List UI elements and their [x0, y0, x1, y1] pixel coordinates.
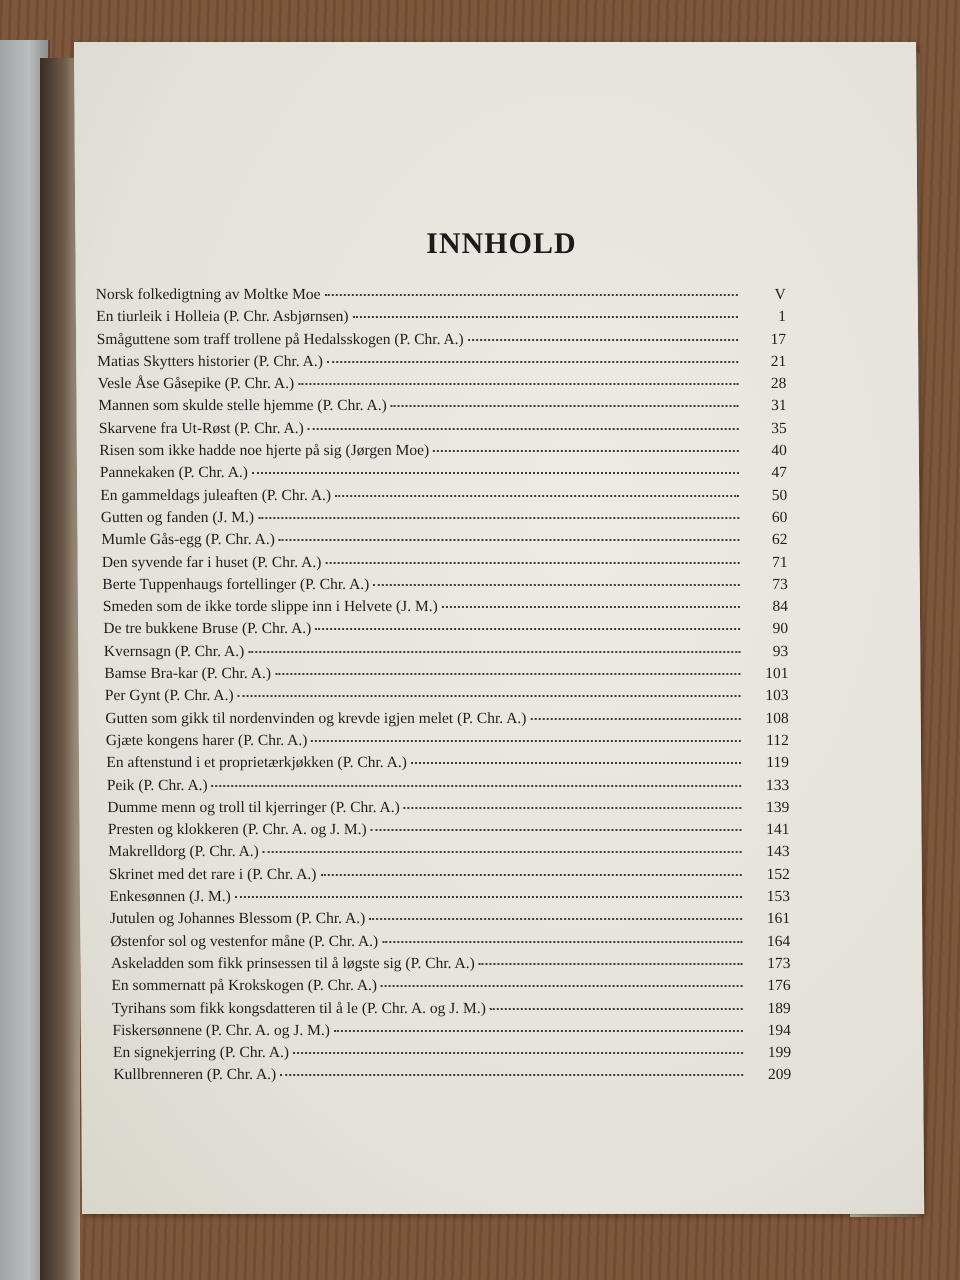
dot-leader: [391, 405, 739, 407]
toc-entry-page-number: 101: [765, 665, 789, 683]
dot-leader: [308, 428, 739, 430]
toc-entry-page-number: 73: [772, 575, 788, 593]
toc-entry-title: Smeden som de ikke torde slippe inn i Helvete (J. M.): [102, 598, 438, 616]
toc-entry-title: Berte Tuppenhaugs fortellinger (P. Chr. A.): [102, 575, 370, 593]
toc-entry-page-number: 139: [766, 798, 790, 816]
toc-entry-title: Jutulen og Johannes Blessom (P. Chr. A.): [109, 910, 366, 928]
toc-entry-page-number: 50: [771, 486, 788, 504]
toc-entry-title: Småguttene som traff trollene på Hedalsskogen (P. Chr. A.): [96, 330, 464, 348]
toc-entry-title: Vesle Åse Gåsepike (P. Chr. A.): [97, 375, 295, 393]
dot-leader: [279, 539, 740, 541]
toc-entry-title: Dumme menn og troll til kjerringer (P. Chr. A.): [107, 798, 400, 816]
dot-leader: [258, 517, 739, 519]
toc-entry-page-number: 133: [765, 776, 790, 794]
toc-entry-title: Fiskersønnene (P. Chr. A. og J. M.): [112, 1021, 330, 1039]
dot-leader: [381, 985, 743, 987]
toc-entry: [96, 353, 786, 375]
toc-entry: [96, 331, 786, 353]
toc-entry-page-number: 152: [766, 865, 790, 883]
dot-leader: [373, 584, 740, 586]
dot-leader: [315, 628, 740, 630]
toc-entry: [96, 286, 786, 308]
dot-leader: [335, 495, 739, 497]
toc-entry: [98, 665, 788, 687]
dot-leader: [490, 1008, 743, 1010]
dot-leader: [468, 339, 738, 341]
toc-entry-page-number: 143: [766, 843, 790, 861]
toc-entry-page-number: 189: [767, 999, 791, 1017]
toc-entry-title: En gammeldags juleaften (P. Chr. A.): [100, 486, 332, 504]
toc-entry-title: En aftenstund i et proprietærkjøkken (P. Chr. A.): [106, 754, 407, 772]
toc-entry: [97, 487, 787, 509]
toc-entry-page-number: 119: [766, 754, 790, 772]
dot-leader: [238, 695, 741, 697]
dot-leader: [382, 941, 742, 943]
toc-entry-page-number: 60: [771, 508, 788, 526]
toc-entry-title: Gutten og fanden (J. M.): [100, 508, 255, 526]
toc-entry-page-number: 35: [771, 419, 787, 437]
toc-entry-title: Norsk folkedigtning av Moltke Moe: [95, 286, 321, 303]
toc-entry-page-number: 108: [765, 709, 789, 727]
toc-entry: [98, 576, 788, 598]
toc-entry-page-number: 47: [771, 464, 788, 482]
toc-entry: [98, 554, 788, 576]
toc-entry: [100, 843, 790, 865]
toc-entry: [99, 754, 789, 776]
dot-leader: [371, 829, 742, 831]
toc-entry: [99, 687, 789, 709]
toc-entry: [101, 1044, 791, 1066]
dot-leader: [530, 718, 740, 720]
toc-entry: [96, 397, 786, 419]
toc-entry: [99, 799, 789, 821]
dot-leader: [327, 361, 738, 363]
dot-leader: [369, 918, 742, 920]
dot-leader: [311, 740, 741, 742]
dot-leader: [324, 294, 737, 296]
toc-entry: [98, 620, 788, 642]
toc-entry-title: Peik (P. Chr. A.): [106, 776, 208, 794]
toc-entry-page-number: 71: [772, 553, 788, 571]
toc-entry: [96, 308, 786, 330]
page-title: INNHOLD: [426, 227, 577, 260]
toc-entry-title: Matias Skytters historier (P. Chr. A.): [97, 352, 323, 370]
toc-entry: [97, 509, 787, 531]
toc-entry-page-number: 21: [770, 352, 787, 370]
toc-entry-page-number: 90: [772, 620, 789, 638]
toc-entry-title: Bamse Bra-kar (P. Chr. A.): [104, 665, 272, 683]
toc-entry: [98, 643, 788, 665]
toc-entry-title: Tyrihans som fikk kongsdatteren til å le (P. Chr. A. og J. M.): [111, 999, 486, 1017]
dot-leader: [334, 1030, 743, 1032]
toc-entry: [99, 777, 789, 799]
toc-entry: [98, 598, 788, 620]
toc-entry-title: Pannekaken (P. Chr. A.): [99, 464, 248, 482]
toc-entry: [100, 888, 790, 910]
dot-leader: [479, 963, 743, 965]
dot-leader: [263, 851, 742, 853]
toc-entry: [100, 933, 790, 955]
toc-entry: [97, 464, 787, 486]
toc-entry: [99, 732, 789, 754]
toc-entry-page-number: 173: [767, 954, 791, 972]
toc-entry-page-number: 1: [778, 308, 786, 326]
toc-entry-page-number: 28: [770, 375, 787, 393]
toc-entry: [100, 955, 790, 977]
toc-entry-title: Skarvene fra Ut-Røst (P. Chr. A.): [98, 419, 304, 437]
toc-entry-page-number: 176: [767, 977, 791, 995]
dot-leader: [325, 562, 739, 564]
toc-entry: [100, 866, 790, 888]
toc-entry-page-number: 40: [771, 442, 787, 460]
toc-entry-title: Den syvende far i huset (P. Chr. A.): [101, 553, 322, 571]
toc-entry: [97, 531, 787, 553]
dot-leader: [252, 472, 739, 474]
toc-entry: [96, 375, 786, 397]
dot-leader: [275, 673, 740, 675]
toc-entry-page-number: 31: [770, 397, 787, 415]
toc-entry-page-number: 17: [770, 330, 787, 348]
dot-leader: [404, 807, 742, 809]
toc-entry-title: Skrinet med det rare i (P. Chr. A.): [108, 865, 317, 883]
dot-leader: [320, 874, 741, 876]
toc-entry: [97, 420, 787, 442]
toc-entry-page-number: 209: [767, 1066, 792, 1084]
toc-entry: [100, 910, 790, 932]
toc-entry-title: Askeladden som fikk prinsessen til å løgste sig (P. Chr. A.): [110, 954, 475, 972]
toc-entry: [101, 1066, 791, 1088]
toc-entry-title: Østenfor sol og vestenfor måne (P. Chr. A.): [110, 932, 379, 950]
toc-entry-title: Presten og klokkeren (P. Chr. A. og J. M.): [107, 821, 367, 839]
toc-entry-title: En signekjerring (P. Chr. A.): [112, 1044, 290, 1062]
toc-entry-title: En tiurleik i Holleia (P. Chr. Asbjørnsen): [96, 308, 349, 326]
toc-entry-title: Gutten som gikk til nordenvinden og krevde igjen melet (P. Chr. A.): [105, 709, 527, 727]
toc-entry-title: En sommernatt på Krokskogen (P. Chr. A.): [111, 977, 378, 995]
toc-entry: [97, 442, 787, 464]
toc-entry-title: Kullbrenneren (P. Chr. A.): [113, 1066, 277, 1084]
toc-entry-title: Enkesønnen (J. M.): [109, 888, 231, 906]
toc-entry-page-number: 141: [766, 821, 790, 839]
toc-entry-title: De tre bukkene Bruse (P. Chr. A.): [103, 620, 312, 638]
dot-leader: [353, 316, 738, 318]
toc-entry-page-number: V: [774, 286, 786, 303]
toc-entry-title: Makrelldorg (P. Chr. A.): [108, 843, 259, 861]
toc-entry-page-number: 103: [765, 687, 789, 705]
dot-leader: [442, 606, 740, 608]
toc-entry-page-number: 153: [766, 888, 791, 906]
toc-entry-title: Kvernsagn (P. Chr. A.): [103, 642, 245, 660]
toc-entry-page-number: 62: [771, 531, 788, 549]
book-spine-shadow: [40, 58, 80, 1280]
toc-entry-title: Mumle Gås-egg (P. Chr. A.): [101, 531, 275, 549]
toc-entry-page-number: 161: [766, 910, 791, 928]
dot-leader: [293, 1052, 743, 1054]
dot-leader: [235, 896, 742, 898]
toc-entry-title: Mannen som skulde stelle hjemme (P. Chr. A.): [98, 397, 387, 415]
toc-entry-page-number: 164: [766, 932, 791, 950]
toc-entry-page-number: 112: [766, 731, 789, 749]
toc-entry-page-number: 93: [772, 642, 789, 660]
toc-entry: [99, 821, 789, 843]
dot-leader: [411, 762, 741, 764]
table-of-contents: [96, 286, 792, 1089]
toc-entry: [99, 710, 789, 732]
book-page: [74, 42, 924, 1214]
toc-entry: [101, 977, 791, 999]
toc-entry: [101, 1000, 791, 1022]
dot-leader: [433, 450, 739, 452]
toc-entry-title: Per Gynt (P. Chr. A.): [104, 687, 234, 705]
toc-entry-page-number: 194: [767, 1021, 791, 1039]
dot-leader: [248, 651, 740, 653]
toc-entry: [101, 1022, 791, 1044]
dot-leader: [298, 383, 738, 385]
toc-entry-title: Gjæte kongens harer (P. Chr. A.): [105, 731, 308, 749]
dot-leader: [212, 785, 742, 787]
toc-entry-page-number: 199: [767, 1044, 792, 1062]
toc-entry-page-number: 84: [772, 598, 789, 616]
dot-leader: [280, 1074, 743, 1076]
toc-entry-title: Risen som ikke hadde noe hjerte på sig (Jørgen Moe): [99, 442, 430, 460]
